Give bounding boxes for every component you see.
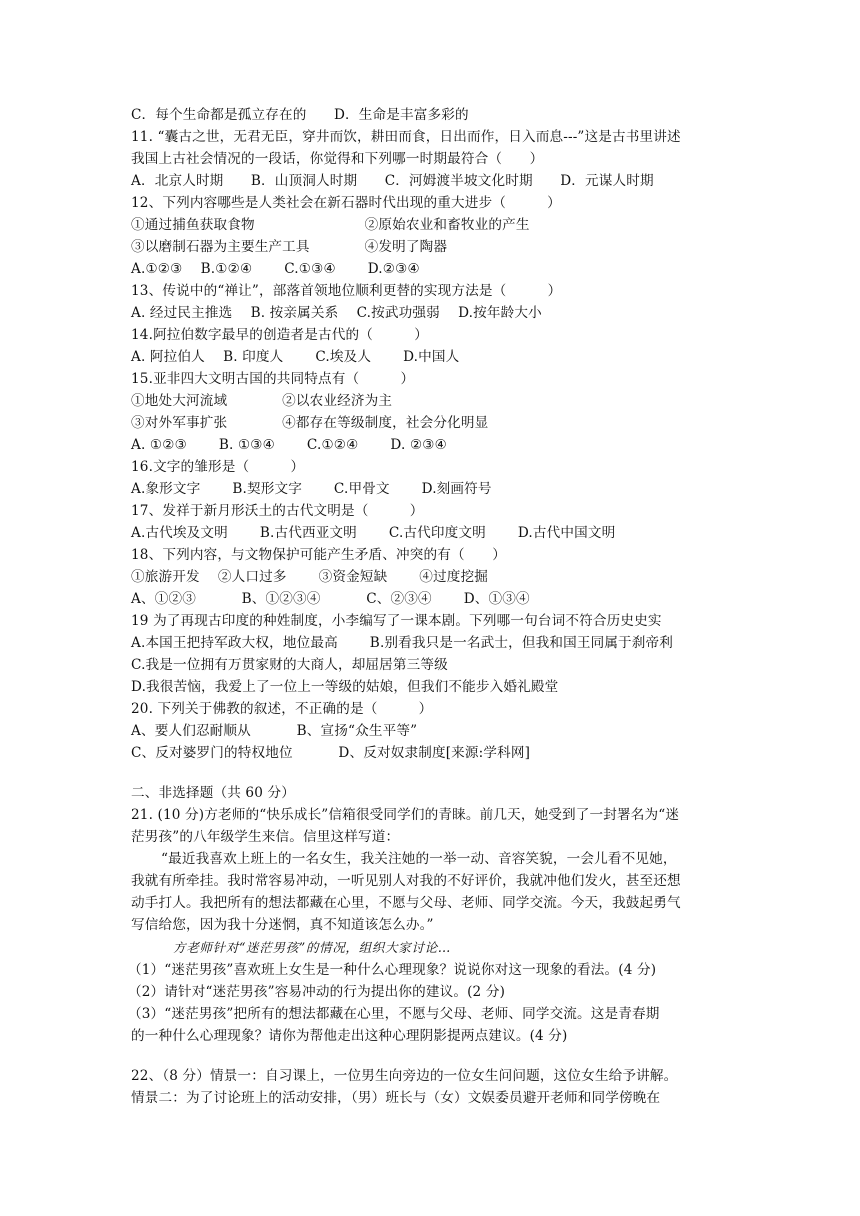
q11-options: A．北京人时期 B．山顶洞人时期 C．河姆渡半坡文化时期 D．元谋人时期	[131, 173, 654, 189]
q13-options: A. 经过民主推选 B. 按亲属关系 C.按武功强弱 D.按年龄大小	[131, 305, 542, 321]
q13-stem: 13、传说中的“禅让”，部落首领地位顺利更替的实现方法是（ ）	[131, 283, 562, 299]
q21-subq3-line2: 的一种什么心理现象？请你为帮他走出这种心理阴影提两点建议。(4 分)	[131, 1028, 568, 1044]
q21-subq3-line1: （3）“迷茫男孩”把所有的想法都藏在心里，不愿与父母、老师、同学交流。这是青春期	[128, 1006, 660, 1022]
q20-options-ab: A、要人们忍耐顺从 B、宣扬“众生平等”	[131, 723, 418, 739]
q16-stem: 16.文字的雏形是（ ）	[131, 459, 305, 475]
q11-stem-line1: 11. “囊古之世，无君无臣，穿井而饮，耕田而食，日出而作，日入而息---”这是古书里讲述	[131, 129, 681, 145]
q21-subq2: （2）请针对“迷茫男孩”容易冲动的行为提出你的建议。(2 分)	[128, 984, 506, 1000]
section-heading: 二、非选择题（共 60 分）	[131, 785, 295, 801]
q21-letter-line4: 写信给您，因为我十分迷惘，真不知道该怎么办。”	[131, 917, 434, 933]
q15-options: A. ①②③ B. ①③④ C.①②④ D. ②③④	[131, 437, 447, 453]
q11-stem-line2: 我国上古社会情况的一段话，你觉得和下列哪一时期最符合（ ）	[131, 151, 544, 167]
q15-items-line1: ①地处大河流域 ②以农业经济为主	[131, 393, 393, 409]
q21-stem-line1: 21. (10 分)方老师的“快乐成长”信箱很受同学们的青睐。前几天，她受到了一封署名为“迷	[131, 807, 680, 823]
q14-options: A. 阿拉伯人 B. 印度人 C.埃及人 D.中国人	[131, 349, 460, 365]
q12-items-line1: ①通过捕鱼获取食物 ②原始农业和畜牧业的产生	[131, 217, 530, 233]
q12-stem: 12、下列内容哪些是人类社会在新石器时代出现的重大进步（ ）	[131, 195, 561, 211]
q21-letter-line3: 动手打人。我把所有的想法都藏在心里，不愿与父母、老师、同学交流。今天，我鼓起勇气	[131, 895, 681, 911]
q16-options: A.象形文字 B.契形文字 C.甲骨文 D.刻画符号	[131, 481, 492, 497]
q22-scene2: 情景二：为了讨论班上的活动安排，（男）班长与（女）文娱委员避开老师和同学傍晚在	[131, 1090, 661, 1106]
q20-stem: 20. 下列关于佛教的叙述，不正确的是（ ）	[131, 701, 433, 717]
q21-subq1: （1）“迷茫男孩”喜欢班上女生是一种什么心理现象？说说你对这一现象的看法。(4 分)	[128, 962, 657, 978]
q21-stem-line2: 茫男孩”的八年级学生来信。信里这样写道：	[131, 829, 400, 845]
q12-items-line2: ③以磨制石器为主要生产工具 ④发明了陶器	[131, 239, 448, 255]
q10-options-cd: C．每个生命都是孤立存在的 D．生命是丰富多彩的	[131, 107, 469, 123]
q15-stem: 15.亚非四大文明古国的共同特点有（ ）	[131, 371, 415, 387]
q22-scene1: 22、（8 分）情景一：自习课上，一位男生向旁边的一位女生问问题，这位女生给予讲解。	[131, 1068, 678, 1084]
q20-options-cd: C、反对婆罗门的特权地位 D、反对奴隶制度[来源:学科网]	[131, 745, 531, 761]
q21-letter-line2: 我就有所牵挂。我时常容易冲动，一听见别人对我的不好评价，我就冲他们发火，甚至还想	[131, 873, 681, 889]
q18-options: A、①②③ B、①②③④ C、②③④ D、①③④	[131, 591, 530, 607]
q18-items: ①旅游开发 ②人口过多 ③资金短缺 ④过度挖掘	[131, 569, 489, 585]
q17-options: A.古代埃及文明 B.古代西亚文明 C.古代印度文明 D.古代中国文明	[131, 525, 616, 541]
q19-option-ab: A.本国王把持军政大权，地位最高 B.别看我只是一名武士，但我和国王同属于刹帝利	[131, 635, 674, 651]
q17-stem: 17、发祥于新月形沃土的古代文明是（ ）	[131, 503, 424, 519]
q21-discussion-note: 方老师针对“迷茫男孩”的情况，组织大家讨论…	[173, 940, 451, 955]
q19-option-d: D.我很苦恼，我爱上了一位上一等级的姑娘，但我们不能步入婚礼殿堂	[131, 679, 559, 695]
q19-stem: 19 为了再现古印度的种姓制度，小李编写了一课本剧。下列哪一句台词不符合历史史实	[131, 613, 662, 629]
q19-option-c: C.我是一位拥有万贯家财的大商人，却屈居第三等级	[131, 657, 448, 673]
q14-stem: 14.阿拉伯数字最早的创造者是古代的（ ）	[131, 327, 428, 343]
q18-stem: 18、下列内容，与文物保护可能产生矛盾、冲突的有（ ）	[131, 547, 506, 563]
q12-options: A.①②③ B.①②④ C.①③④ D.②③④	[131, 261, 420, 277]
q15-items-line2: ③对外军事扩张 ④都存在等级制度，社会分化明显	[131, 415, 489, 431]
q21-letter-line1: “最近我喜欢上班上的一名女生，我关注她的一举一动、音容笑貌，一会儿看不见她，	[161, 851, 677, 867]
